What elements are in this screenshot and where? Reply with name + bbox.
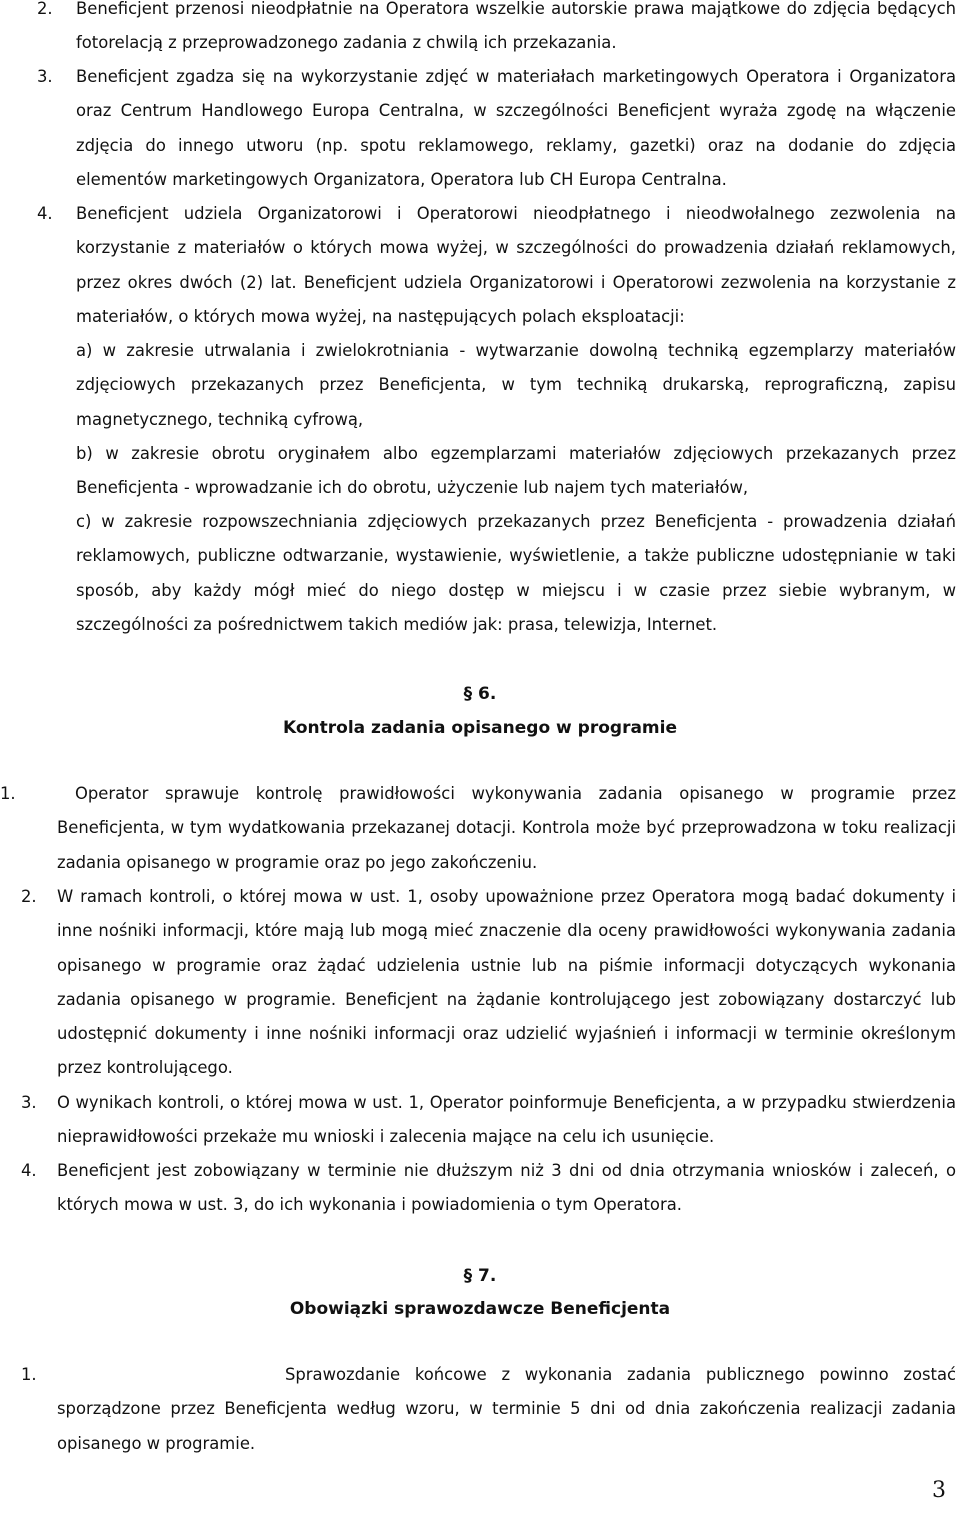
list-item [21, 1086, 956, 1155]
sub-item [76, 437, 956, 506]
section-title: Obowiązki sprawozdawcze Beneficjenta [289, 1299, 671, 1319]
item-number: 1. [0, 784, 16, 803]
list-item [21, 1358, 956, 1461]
item-number: 2. [21, 887, 37, 906]
item-number: 3. [37, 67, 53, 86]
item-text: W ramach kontroli, o której mowa w ust. 1, osoby upoważnione przez Operatora mogą badać dokumenty i inne nośniki informacji, które mają lub mogą mieć znaczenie dla oceny prawidłowości wykonywania zadania opisanego w programie oraz żądać udzielenia ustnie lub na piśmie informacji dotyczących wykonania zadania opisanego w programie. Beneficjent na żądanie kontrolującego jest zobowiązany dostarczyć lub udostępnić dokumenty i inne nośniki informacji oraz udzielić wyjaśnień i informacji w terminie określonym przez kontrolującego. [57, 887, 956, 1078]
list-item [37, 60, 956, 197]
item-number: 3. [21, 1093, 37, 1112]
item-text: O wynikach kontroli, o której mowa w ust. 1, Operator poinformuje Beneficjenta, a w przypadku stwierdzenia nieprawidłowości przekaże mu wnioski i zalecenia mające na celu ich usunięcie. [57, 1093, 956, 1147]
item-text: Operator sprawuje kontrolę prawidłowości wykonywania zadania opisanego w programie przez Beneficjenta, w tym wydatkowania przekazanej dotacji. Kontrola może być przeprowadzona w toku realizacji zadania opisanego w programie oraz po jego zakończeniu. [57, 784, 956, 872]
list-item [37, 197, 956, 334]
section-number: § 6. [463, 684, 497, 704]
sub-item [76, 334, 956, 437]
sub-item [76, 505, 956, 642]
item-number: 4. [21, 1161, 37, 1180]
section-title: Kontrola zadania opisanego w programie [282, 718, 677, 738]
list-item [21, 1154, 956, 1223]
item-text: Beneficjent przenosi nieodpłatnie na Operatora wszelkie autorskie prawa majątkowe do zdjęcia będących fotorelacją z przeprowadzonego zadania z chwilą ich przekazania. [76, 0, 956, 53]
item-text: Beneficjent zgadza się na wykorzystanie zdjęć w materiałach marketingowych Operatora i Organizatora oraz Centrum Handlowego Europa Centralna, w szczególności Beneficjent wyraża zgodę na włączenie zdjęcia do innego utworu (np. spotu reklamowego, reklamy, gazetki) oraz na dodanie do zdjęcia elementów marketingowych Organizatora, Operatora lub CH Europa Centralna. [76, 67, 956, 189]
sub-item-text: c) w zakresie rozpowszechniania zdjęciowych przekazanych przez Beneficjenta - prowadzenia działań reklamowych, publiczne odtwarzanie, wystawienie, wyświetlenie, a także publiczne udostępnianie w taki sposób, aby każdy mógł mieć do niego dostęp w miejscu i w czasie przez siebie wybranym, w szczególności za pośrednictwem takich mediów jak: prasa, telewizja, Internet. [76, 512, 956, 634]
item-text: Beneficjent udziela Organizatorowi i Operatorowi nieodpłatnego i nieodwołalnego zezwolenia na korzystanie z materiałów o których mowa wyżej, w szczególności do prowadzenia działań reklamowych, przez okres dwóch (2) lat. Beneficjent udziela Organizatorowi i Operatorowi zezwolenia na korzystanie z materiałów, o których mowa wyżej, na następujących polach eksploatacji: [76, 204, 956, 326]
item-number: 4. [37, 204, 53, 223]
sub-item-text: b) w zakresie obrotu oryginałem albo egzemplarzami materiałów zdjęciowych przekazanych przez Beneficjenta - wprowadzanie ich do obrotu, użyczenie lub najem tych materiałów, [76, 444, 956, 498]
list-item [0, 777, 956, 880]
item-number: 2. [37, 0, 53, 18]
page-number: 3 [932, 1478, 946, 1503]
sub-item-text: a) w zakresie utrwalania i zwielokrotniania - wytwarzanie dowolną techniką egzemplarzy materiałów zdjęciowych przekazanych przez Beneficjenta, w tym techniką drukarską, reprograficzną, zapisu magnetycznego, techniką cyfrową, [76, 341, 956, 429]
item-text: Sprawozdanie końcowe z wykonania zadania publicznego powinno zostać sporządzone przez Beneficjenta według wzoru, w terminie 5 dni od dnia zakończenia realizacji zadania opisanego w programie. [57, 1365, 956, 1453]
section-number: § 7. [463, 1266, 497, 1286]
item-number: 1. [21, 1365, 37, 1384]
list-item [21, 880, 956, 1086]
item-text: Beneficjent jest zobowiązany w terminie nie dłuższym niż 3 dni od dnia otrzymania wniosków i zaleceń, o których mowa w ust. 3, do ich wykonania i powiadomienia o tym Operatora. [57, 1161, 956, 1215]
list-item [37, 0, 956, 61]
